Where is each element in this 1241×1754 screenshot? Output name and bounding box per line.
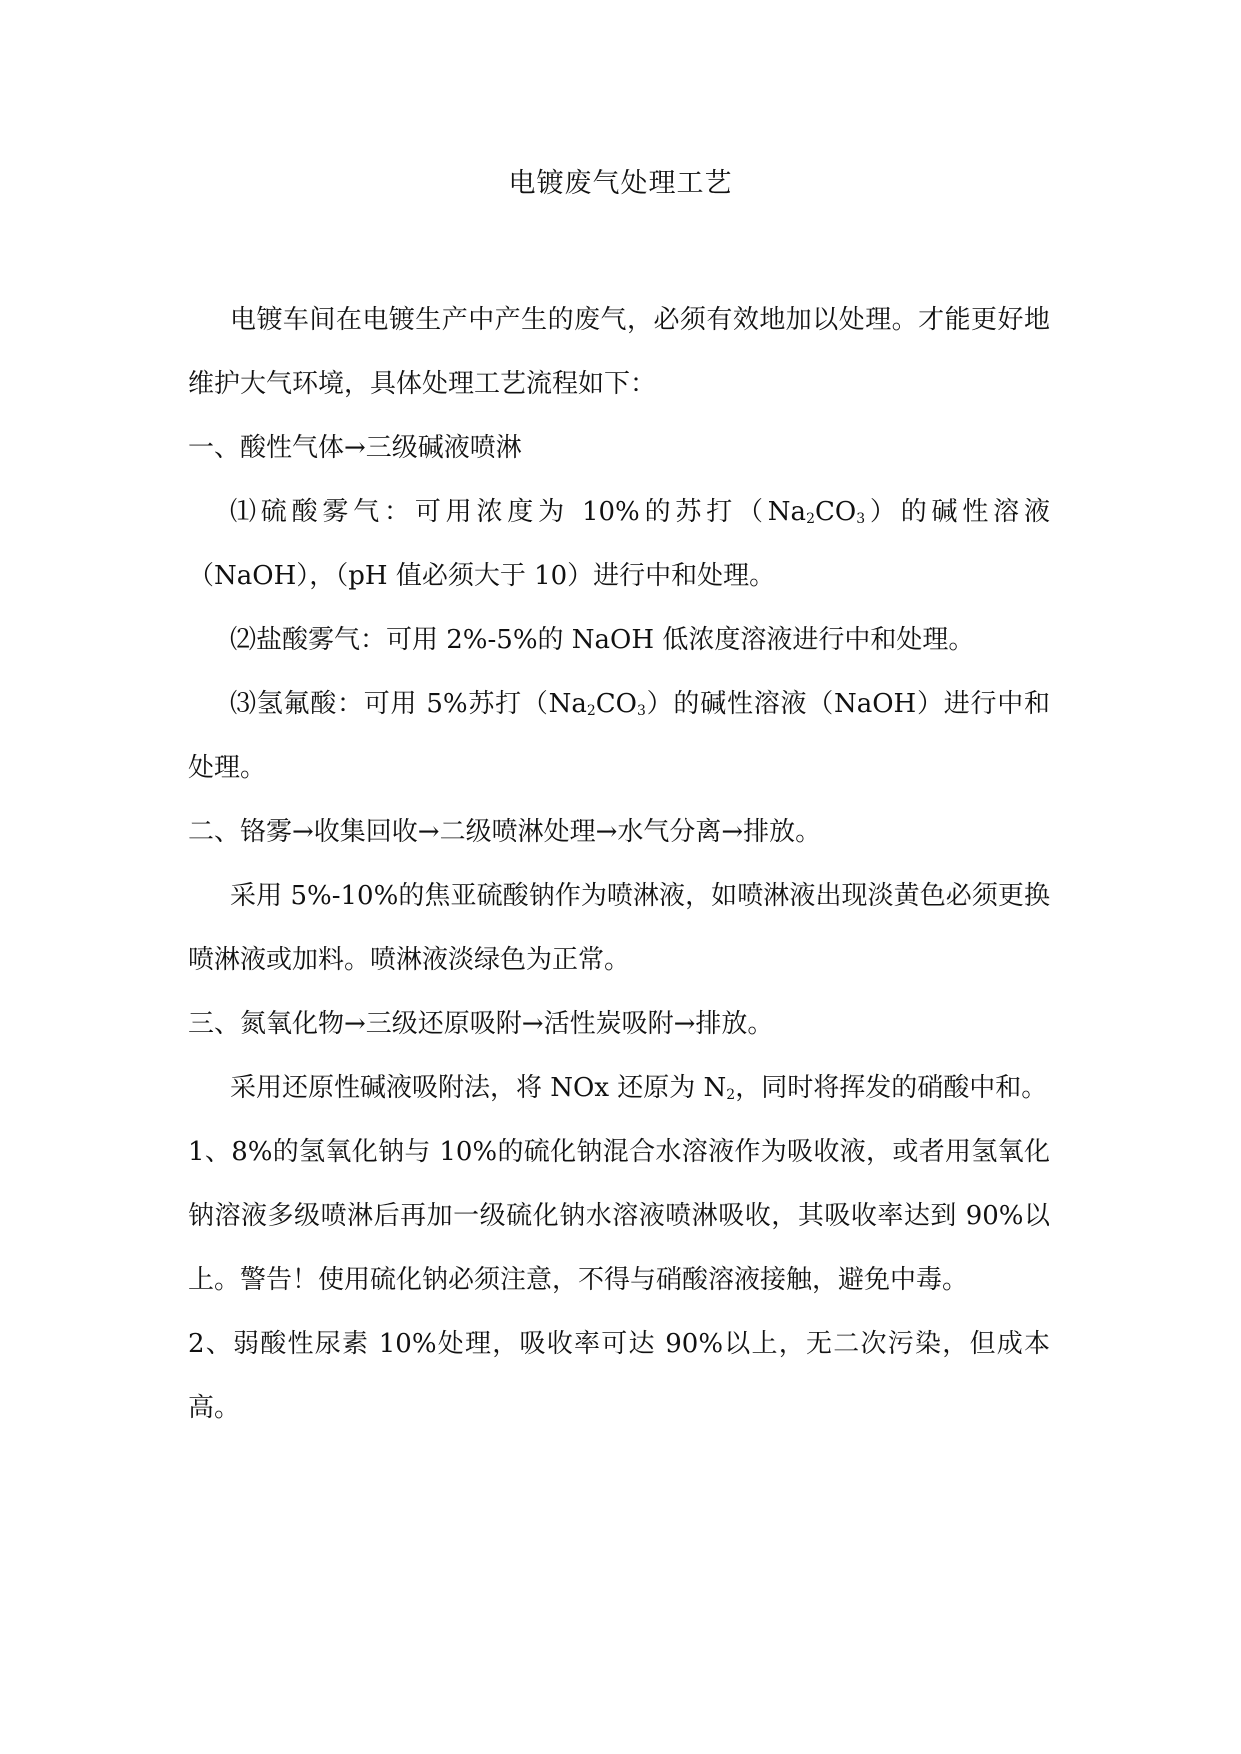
section1-item1 [188,480,1050,608]
section1-item3-text-c: ）的碱性溶液（NaOH）进行中和处理。 [188,689,1051,783]
section3-text-a: 采用还原性碱液吸附法，将 NOx 还原为 N [230,1073,727,1103]
section1-item3-sub2: 3 [637,703,646,719]
section3-text-sub: 2 [726,1087,736,1103]
section3-item1: 1、8%的氢氧化钠与 10%的硫化钠混合水溶液作为吸收液，或者用氢氧化钠溶液多级喷淋后再加一级硫化钠水溶液喷淋吸收，其吸收率达到 90%以上。警告！使用硫化钠必须注意，不得与硝酸溶液接触，避免中毒。 [188,1137,1050,1295]
intro-paragraph: 电镀车间在电镀生产中产生的废气，必须有效地加以处理。才能更好地维护大气环境，具体处理工艺流程如下： [188,305,1050,399]
section1-item1-text-c: ）的碱性溶液（NaOH），（pH 值必须大于 10）进行中和处理。 [188,497,1050,591]
page-title: 电镀废气处理工艺 [508,168,733,199]
section2-text: 采用 5%-10%的焦亚硫酸钠作为喷淋液，如喷淋液出现淡黄色必须更换喷淋液或加料。喷淋液淡绿色为正常。 [188,881,1050,975]
section1-item1-sub1: 2 [806,511,815,527]
section1-item3-text-b: CO [595,689,637,719]
section1-item1-text-a: ⑴硫酸雾气：可用浓度为 10%的苏打（Na [230,497,807,527]
document-body [188,288,1050,1440]
section3-item2: 2、弱酸性尿素 10%处理，吸收率可达 90%以上，无二次污染，但成本高。 [188,1329,1050,1423]
section3-heading: 三、氮氧化物→三级还原吸附→活性炭吸附→排放。 [188,1009,774,1039]
section1-item3-text-a: ⑶氢氟酸：可用 5%苏打（Na [230,689,587,719]
section1-item1-sub2: 3 [856,511,866,527]
section1-item3-sub1: 2 [586,703,596,719]
section3-text-b: ，同时将挥发的硝酸中和。 [735,1073,1048,1103]
section2-heading: 二、铬雾→收集回收→二级喷淋处理→水气分离→排放。 [188,817,822,847]
section1-item3 [188,672,1050,800]
section1-item1-text-b: CO [814,497,857,527]
section1-item2: ⑵盐酸雾气：可用 2%-5%的 NaOH 低浓度溶液进行中和处理。 [230,625,975,655]
section1-heading: 一、酸性气体→三级碱液喷淋 [188,433,522,463]
section3-text [188,1056,1050,1120]
